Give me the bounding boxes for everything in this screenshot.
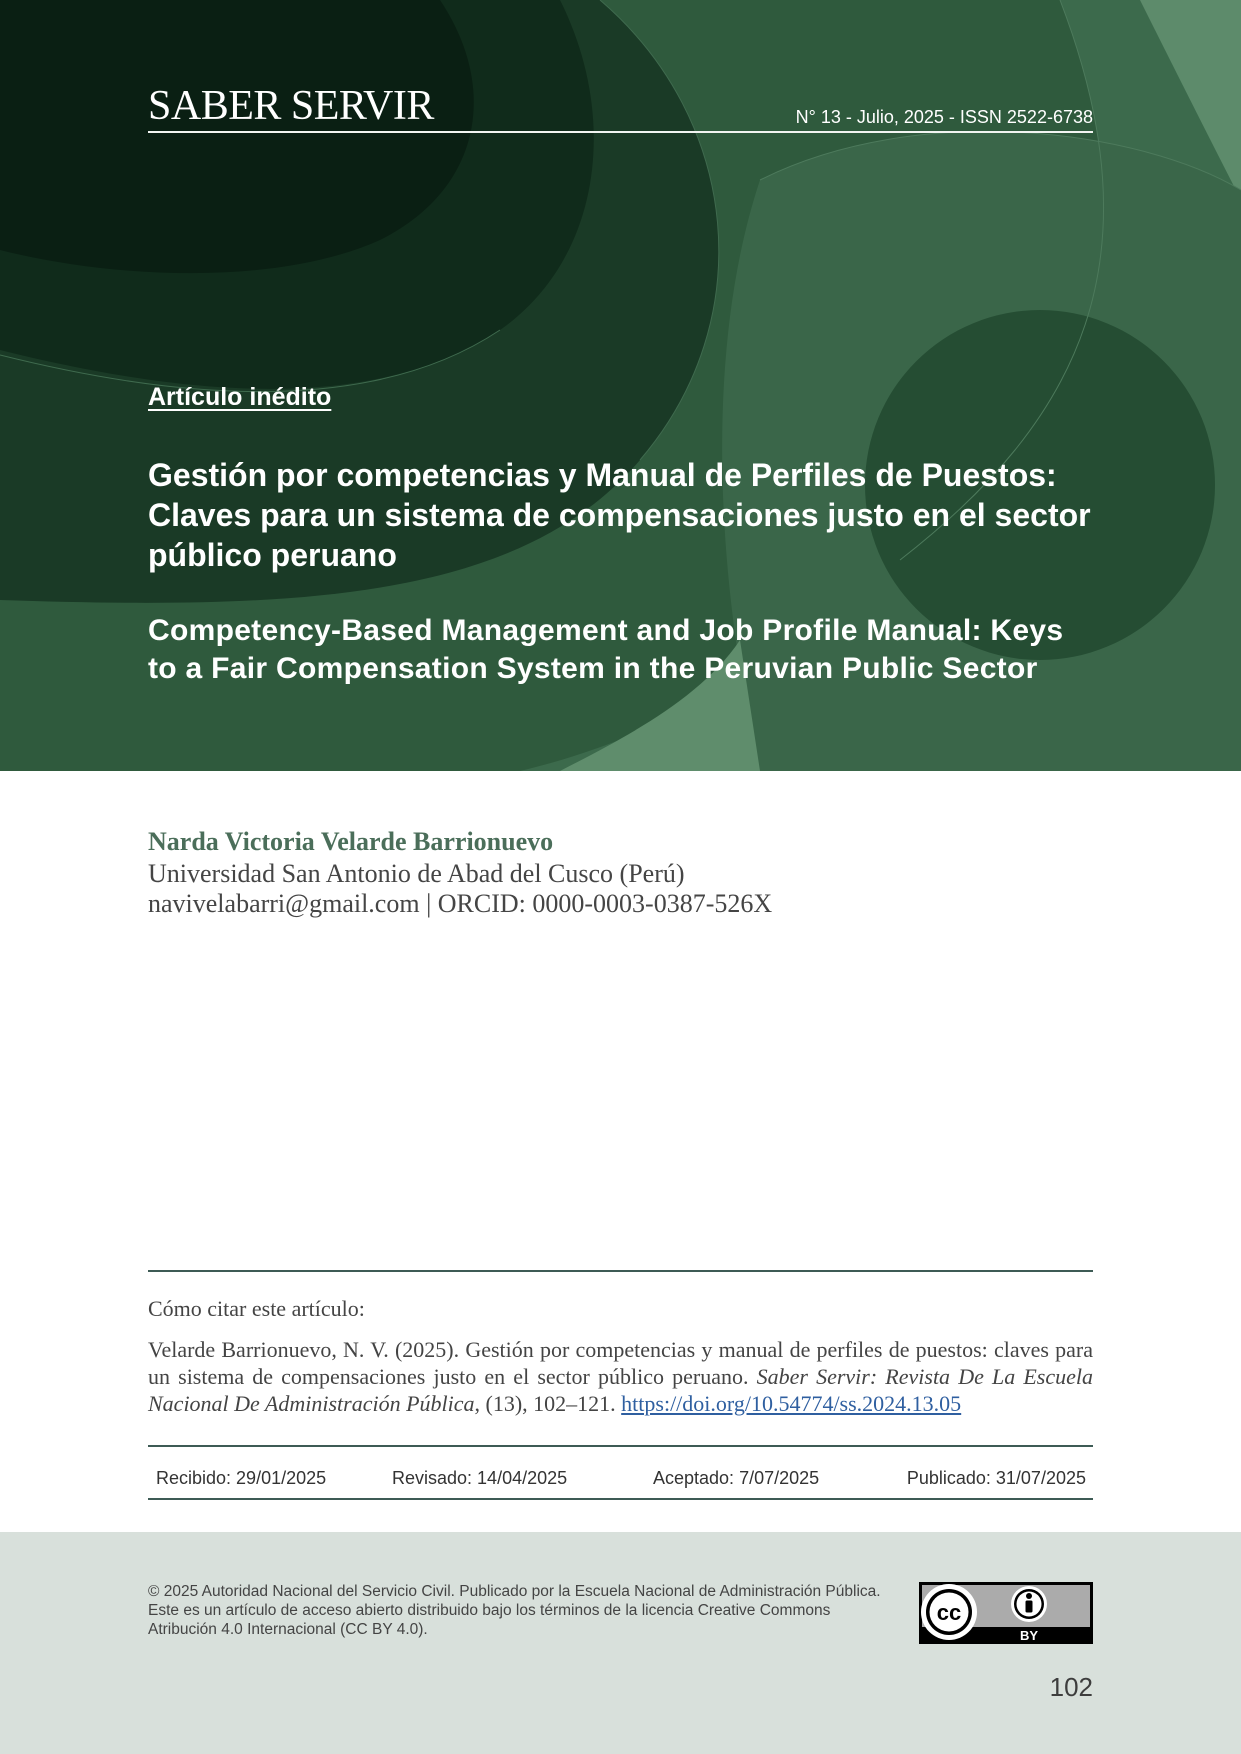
title-spanish: Gestión por competencias y Manual de Perfiles de Puestos: Claves para un sistema de compensaciones justo en el sector público peruano bbox=[148, 457, 1091, 573]
attribution-person-icon bbox=[1011, 1586, 1047, 1622]
license-text: © 2025 Autoridad Nacional del Servicio Civil. Publicado por la Escuela Nacional de Administración Pública. Este es un artículo de acceso abierto distribuido bajo los términos de la licencia Creative Commons Atribución 4.0 Internacional (CC BY 4.0). bbox=[148, 1583, 881, 1638]
hero-banner bbox=[0, 0, 1241, 771]
author-name: Narda Victoria Velarde Barrionuevo bbox=[148, 827, 554, 856]
date-published: Publicado: 31/07/2025 bbox=[906, 1468, 1086, 1488]
article-type: Artículo inédito bbox=[148, 383, 332, 411]
issue-info: N° 13 - Julio, 2025 - ISSN 2522-6738 bbox=[795, 107, 1093, 127]
page-number: 102 bbox=[1049, 1672, 1093, 1702]
creative-commons-icon bbox=[921, 1584, 977, 1640]
author-affiliation: Universidad San Antonio de Abad del Cusco (Perú) bbox=[148, 859, 685, 888]
date-accepted: Aceptado: 7/07/2025 bbox=[653, 1468, 820, 1488]
publication-dates bbox=[148, 1460, 1093, 1496]
footer bbox=[0, 1532, 1241, 1754]
citation-journal: Saber Servir: Revista De La Escuela Nacional De Administración Pública bbox=[148, 1364, 1093, 1416]
author-contact: navivelabarri@gmail.com | ORCID: 0000-0003-0387-526X bbox=[148, 889, 773, 918]
citation-text bbox=[148, 1336, 1093, 1417]
cc-by-license-badge[interactable] bbox=[919, 1582, 1093, 1644]
dates-top-divider bbox=[148, 1445, 1093, 1447]
by-badge-text: BY bbox=[1019, 1628, 1039, 1643]
citation-text-before: Velarde Barrionuevo, N. V. (2025). Gestión por competencias y manual de perfiles de puestos: claves para un sistema de compensaciones justo en el sector público peruano. bbox=[148, 1337, 1093, 1389]
title-english: Competency-Based Management and Job Profile Manual: Keys to a Fair Compensation System in the Peruvian Public Sector bbox=[148, 614, 1064, 685]
citation-top-divider bbox=[148, 1270, 1093, 1272]
date-revised: Revisado: 14/04/2025 bbox=[392, 1468, 568, 1488]
cc-badge-text: cc bbox=[936, 1600, 962, 1625]
dates-bottom-divider bbox=[148, 1498, 1093, 1500]
citation-label: Cómo citar este artículo: bbox=[148, 1296, 365, 1321]
journal-brand: SABER SERVIR bbox=[148, 83, 434, 129]
date-received: Recibido: 29/01/2025 bbox=[156, 1468, 327, 1488]
citation-text-after: , (13), 102–121. bbox=[474, 1391, 622, 1416]
doi-link[interactable]: https://doi.org/10.54774/ss.2024.13.05 bbox=[621, 1391, 962, 1416]
masthead bbox=[148, 83, 1093, 133]
